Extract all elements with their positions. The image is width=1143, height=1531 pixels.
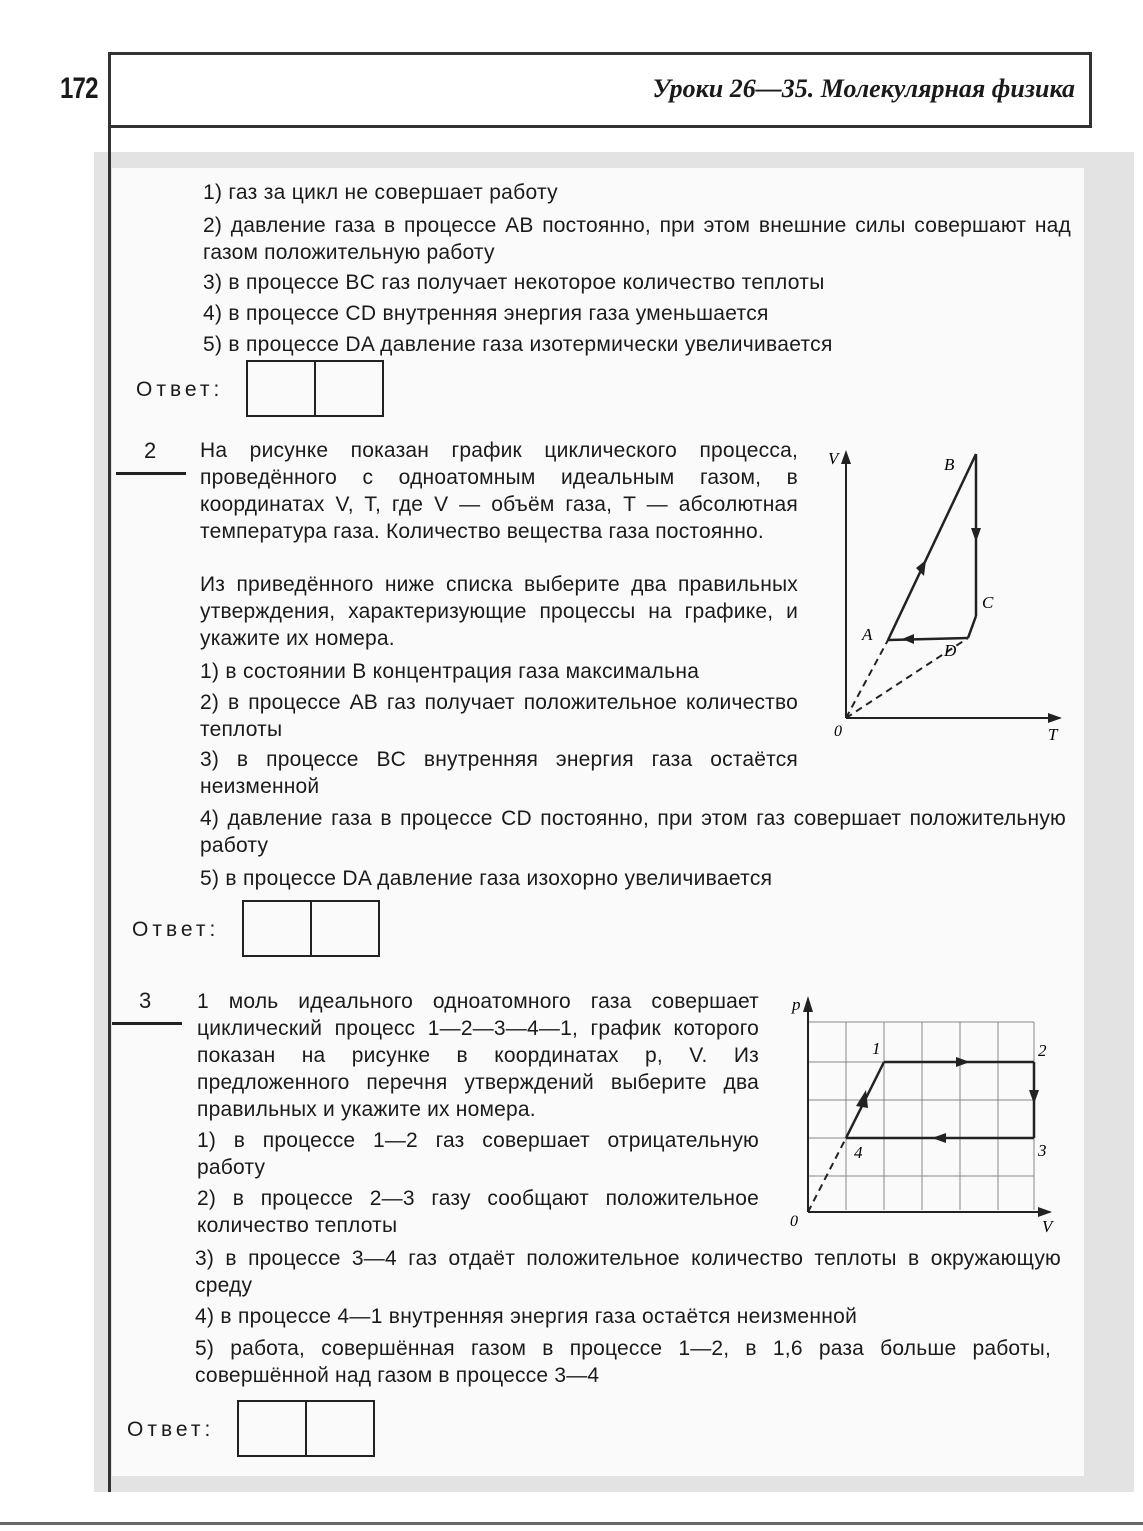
x-axis-label: T: [1048, 725, 1058, 744]
dashed-line-0A: [846, 640, 888, 718]
answer-cell[interactable]: [248, 362, 314, 415]
chapter-title: Уроки 26—35. Молекулярная физика: [652, 74, 1075, 103]
answer-cell[interactable]: [310, 902, 378, 955]
task2-vt-graph: [820, 440, 1080, 750]
arrow-AB: [916, 560, 926, 576]
x-axis-label: V: [1042, 1217, 1053, 1236]
task3-marker: [112, 1022, 182, 1025]
process-C-D: [968, 616, 976, 638]
task3-intro: 1 моль идеального одноатомного газа совершает циклический процесс 1—2—3—4—1, график которого показан на рисунке в координатах p, V. Из предложенного перечня утверждений выберите два правильных и укажите их номера.: [197, 990, 759, 1121]
point-A-label: A: [862, 625, 873, 644]
bottom-rule: [0, 1522, 1143, 1525]
task3-pv-graph: [780, 990, 1070, 1240]
answer-box-task1: [246, 360, 384, 417]
grid: [808, 1022, 1034, 1210]
arrow-4-1: [856, 1090, 868, 1108]
arrow-2-3: [1029, 1090, 1039, 1104]
task1-option-2: 2) давление газа в процессе AB постоянно, при этом внешние силы совершают над газом положительную работу: [203, 214, 1071, 264]
point-B-label: B: [944, 455, 955, 474]
task1-option-4: 4) в процессе CD внутренняя энергия газа уменьшается: [203, 302, 769, 325]
task2-option-1: 1) в состоянии B концентрация газа максимальна: [200, 660, 700, 683]
point-1-label: 1: [872, 1039, 881, 1058]
left-margin-rule: [108, 52, 111, 1492]
task2-instruction: Из приведённого ниже списка выберите два правильных утверждения, характеризующие процессы на графике, и укажите их номера.: [200, 573, 798, 650]
answer-cell[interactable]: [244, 902, 310, 955]
origin-label: 0: [834, 723, 842, 740]
task3-option-1: 1) в процессе 1—2 газ совершает отрицательную работу: [197, 1129, 759, 1179]
arrow-3-4: [932, 1133, 946, 1143]
answer-cell[interactable]: [239, 1402, 305, 1455]
task3-number: 3: [139, 988, 152, 1013]
task2-option-2: 2) в процессе AB газ получает положительное количество теплоты: [200, 691, 798, 741]
task2-option-5: 5) в процессе DA давление газа изохорно увеличивается: [200, 867, 773, 890]
point-3-label: 3: [1038, 1141, 1047, 1160]
arrow-DA: [902, 634, 914, 644]
x-axis-arrow: [1038, 1207, 1052, 1217]
page-number: 172: [60, 72, 98, 105]
point-4-label: 4: [854, 1143, 863, 1162]
task3-option-5: 5) работа, совершённая газом в процессе 1—2, в 1,6 раза больше работы, совершённой над газом в процессе 3—4: [195, 1337, 1051, 1387]
task2-option-3: 3) в процессе BC внутренняя энергия газа остаётся неизменной: [200, 748, 798, 798]
answer-label-3: Ответ:: [127, 1418, 215, 1441]
dashed-line-04: [808, 1138, 846, 1212]
task2-number: 2: [144, 438, 157, 463]
point-2-label: 2: [1038, 1041, 1047, 1060]
process-DA: [888, 638, 968, 640]
y-axis-arrow: [803, 996, 813, 1012]
x-axis-arrow: [1048, 713, 1062, 723]
point-D-label: D: [944, 641, 957, 660]
arrow-1-2: [956, 1057, 970, 1067]
y-axis-label: V: [828, 449, 839, 468]
task1-option-3: 3) в процессе BC газ получает некоторое количество теплоты: [203, 271, 825, 294]
y-axis-label: p: [792, 995, 801, 1014]
task3-option-2: 2) в процессе 2—3 газу сообщают положительное количество теплоты: [197, 1187, 759, 1237]
arrow-BC: [971, 528, 981, 542]
task3-option-3: 3) в процессе 3—4 газ отдаёт положительное количество теплоты в окружающую среду: [195, 1247, 1061, 1297]
answer-label-1: Ответ:: [136, 378, 224, 401]
process-AB: [888, 454, 976, 640]
answer-box-task3: [237, 1400, 375, 1457]
answer-cell[interactable]: [314, 362, 382, 415]
task2-option-4: 4) давление газа в процессе CD постоянно, при этом газ совершает положительную работу: [200, 807, 1066, 857]
task2-intro: На рисунке показан график циклического процесса, проведённого с одноатомным идеальным газом, в координатах V, T, где V — объём газа, T — абсолютная температура газа. Количество вещества газа постоянно.: [200, 439, 798, 543]
origin-label: 0: [790, 1213, 798, 1230]
task3-option-4: 4) в процессе 4—1 внутренняя энергия газа остаётся неизменной: [195, 1305, 858, 1328]
answer-label-2: Ответ:: [132, 918, 220, 941]
answer-box-task2: [242, 900, 380, 957]
point-C-label: C: [982, 593, 994, 612]
task1-option-5: 5) в процессе DA давление газа изотермически увеличивается: [203, 333, 833, 356]
task2-marker: [116, 472, 186, 475]
task1-option-1: 1) газ за цикл не совершает работу: [203, 181, 558, 204]
answer-cell[interactable]: [305, 1402, 373, 1455]
y-axis-arrow: [841, 450, 851, 464]
